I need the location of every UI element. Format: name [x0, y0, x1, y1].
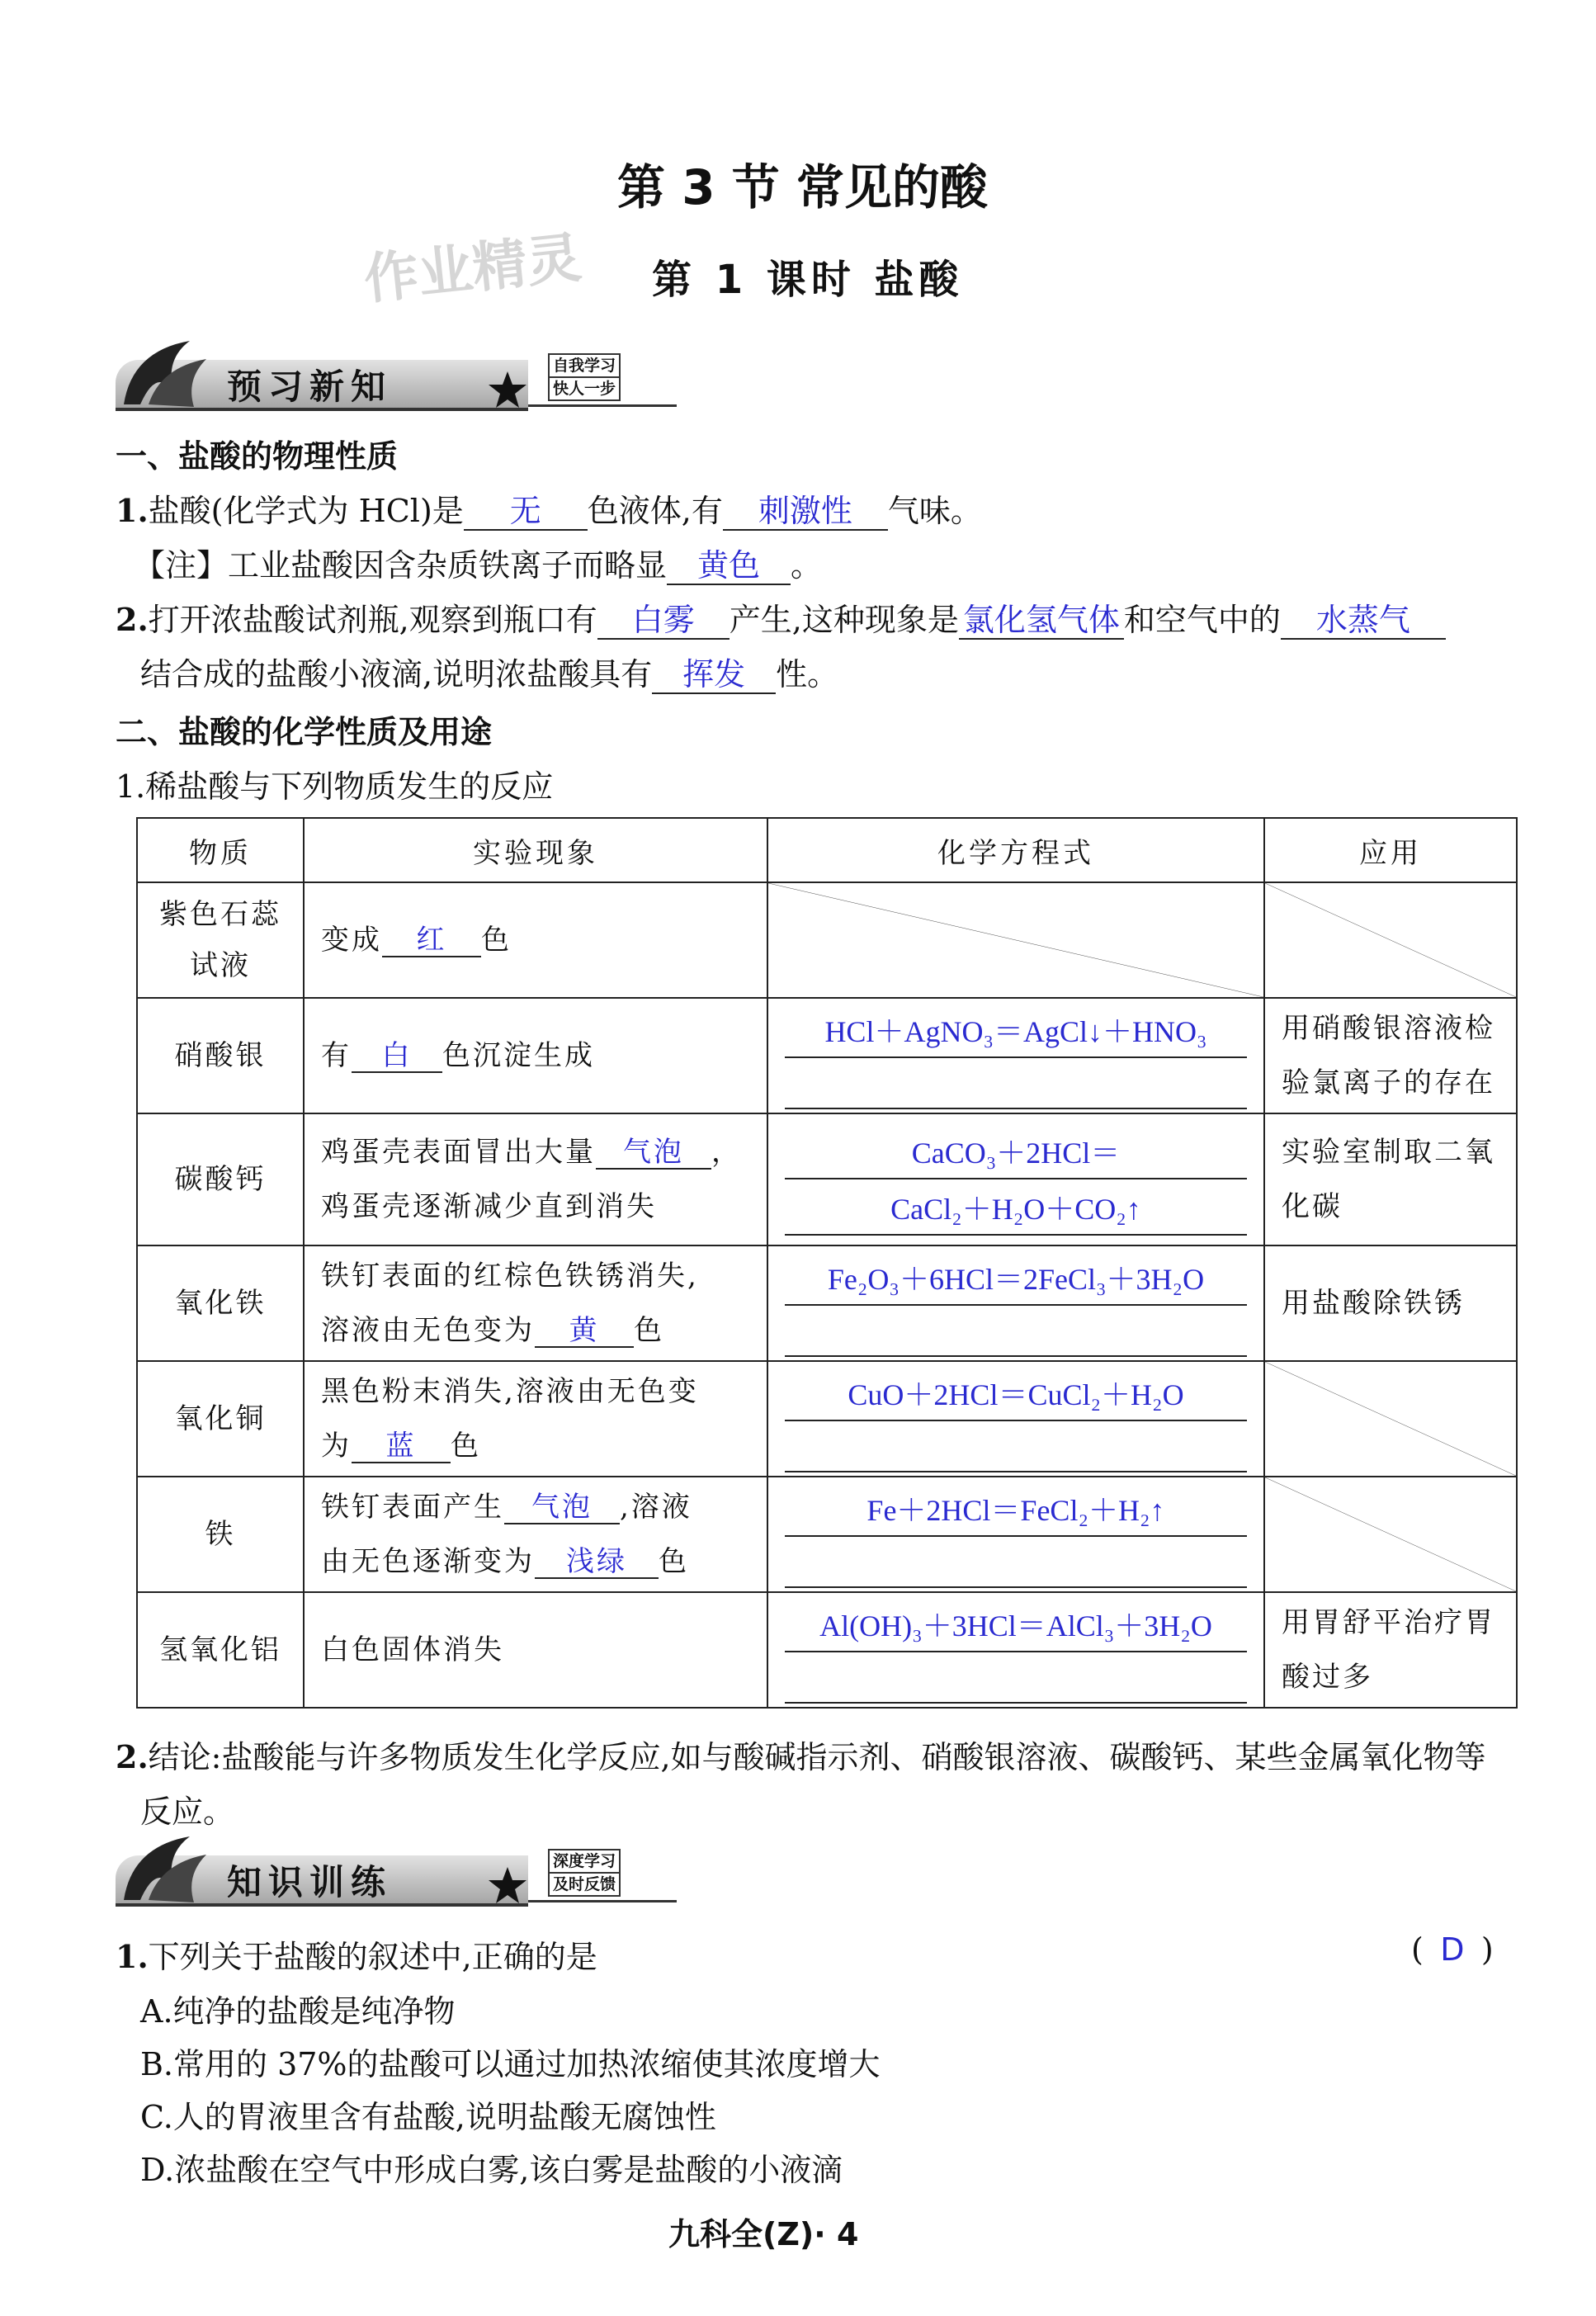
equation-line	[785, 1421, 1247, 1472]
badge-top: 自我学习	[548, 353, 621, 378]
q-number: 1.	[116, 492, 149, 529]
option-b: B.常用的 37%的盐酸可以通过加热浓缩使其浓度增大	[140, 2046, 881, 2082]
wave-icon	[116, 1830, 215, 1908]
conclusion	[116, 1732, 1486, 1777]
reaction-table	[136, 817, 1518, 1709]
page-title: 第 3 节 常见的酸	[617, 159, 988, 215]
text: 和空气中的	[1123, 602, 1281, 638]
text: 结合成的盐酸小液滴,说明浓盐酸具有	[140, 656, 653, 692]
phenomenon-cell	[304, 998, 767, 1113]
s1-q2	[116, 594, 1446, 640]
badge-bottom: 及时反馈	[548, 1872, 621, 1897]
substance-cell: 紫色石蕊试液	[137, 882, 304, 998]
text: 鸡蛋壳表面冒出大量	[321, 1136, 596, 1169]
answer-blank: 黄色	[667, 549, 791, 585]
answer-blank: 黄	[535, 1316, 634, 1348]
empty-diagonal-cell	[767, 882, 1264, 998]
table-header	[137, 818, 1517, 882]
text: 【注】工业盐酸因含杂质铁离子而略显	[134, 547, 668, 584]
badge-bottom: 快人一步	[548, 376, 621, 401]
table-row	[137, 1245, 1517, 1361]
equation-cell	[767, 1245, 1264, 1361]
equation-line	[785, 1306, 1247, 1357]
equation-cell	[767, 998, 1264, 1113]
answer-blank: 气泡	[504, 1492, 620, 1524]
text: 性。	[776, 656, 839, 692]
option-a: A.纯净的盐酸是纯净物	[140, 1993, 456, 2030]
table-row	[137, 998, 1517, 1113]
table-row	[137, 882, 1517, 998]
answer-blank: 挥发	[652, 658, 776, 694]
equation-line	[785, 1652, 1247, 1704]
table-row	[137, 1113, 1517, 1245]
text: 由无色逐渐变为	[321, 1545, 535, 1578]
banner-underline	[528, 404, 677, 407]
section2-heading: 二、盐酸的化学性质及用途	[116, 714, 493, 750]
substance-cell: 氢氧化铝	[137, 1592, 304, 1708]
equation-line	[785, 1537, 1247, 1588]
equation-line: Fe₂O₃＋6HCl＝2FeCl₃＋3H₂O	[785, 1250, 1247, 1306]
answer-blank: 刺激性	[723, 494, 888, 531]
text: 盐酸(化学式为 HCl)是	[148, 493, 464, 529]
header-cell: 应用	[1264, 818, 1517, 882]
text: 产生,这种现象是	[729, 602, 959, 638]
header-cell: 物质	[137, 818, 304, 882]
answer-blank: 白	[352, 1041, 442, 1073]
q-number: 2.	[116, 1738, 149, 1775]
equation-cell	[767, 1113, 1264, 1245]
text: 溶液由无色变为	[321, 1314, 535, 1347]
phenomenon-cell: 白色固体消失	[304, 1592, 767, 1708]
text: 有	[321, 1039, 352, 1072]
paren: (	[1411, 1931, 1424, 1968]
equation-cell	[767, 1592, 1264, 1708]
phenomenon-cell	[304, 1361, 767, 1477]
choice-answer: D	[1440, 1931, 1465, 1968]
exercise-q1	[116, 1931, 597, 1977]
badge-top: 深度学习	[548, 1849, 621, 1874]
answer-blank: 气泡	[596, 1137, 711, 1170]
section1-heading: 一、盐酸的物理性质	[116, 438, 399, 475]
text: 。	[791, 547, 823, 584]
phenomenon-cell	[304, 1477, 767, 1592]
answer-blank: 蓝	[352, 1431, 451, 1463]
substance-cell: 氧化铜	[137, 1361, 304, 1477]
header-cell: 化学方程式	[767, 818, 1264, 882]
text: 色	[659, 1545, 689, 1578]
text: 色	[634, 1314, 664, 1347]
table-row	[137, 1477, 1517, 1592]
s1-q1	[116, 485, 982, 531]
phenomenon-cell	[304, 1245, 767, 1361]
s2-q1: 1.稀盐酸与下列物质发生的反应	[116, 768, 554, 805]
text: 鸡蛋壳逐渐减少直到消失	[321, 1190, 657, 1223]
equation-line: Al(OH)₃＋3HCl＝AlCl₃＋3H₂O	[785, 1596, 1247, 1652]
substance-cell: 硝酸银	[137, 998, 304, 1113]
text: 色	[451, 1430, 481, 1463]
option-d: D.浓盐酸在空气中形成白雾,该白雾是盐酸的小液滴	[140, 2152, 843, 2188]
answer-blank: 水蒸气	[1281, 603, 1446, 640]
equation-line: Fe＋2HCl＝FeCl₂＋H₂↑	[785, 1481, 1247, 1537]
empty-diagonal-cell	[1264, 1477, 1517, 1592]
answer-blank: 红	[382, 925, 481, 957]
q-number: 1.	[116, 1938, 149, 1975]
text: 色沉淀生成	[442, 1039, 595, 1072]
s1-q2-cont	[140, 649, 838, 694]
table-row	[137, 1361, 1517, 1477]
substance-cell: 碳酸钙	[137, 1113, 304, 1245]
answer-blank: 白雾	[597, 603, 730, 640]
equation-line	[785, 1058, 1247, 1109]
wave-icon	[116, 334, 215, 413]
header-cell: 实验现象	[304, 818, 767, 882]
empty-diagonal-cell	[1264, 882, 1517, 998]
option-c: C.人的胃液里含有盐酸,说明盐酸无腐蚀性	[140, 2099, 716, 2135]
answer-parens	[1411, 1931, 1494, 1968]
text: ，	[711, 1136, 742, 1169]
application-cell: 用盐酸除铁锈	[1264, 1245, 1517, 1361]
lesson-title: 第 1 课时 盐酸	[652, 257, 964, 303]
s1-note	[134, 540, 822, 585]
star-icon	[487, 370, 528, 411]
q-number: 2.	[116, 601, 149, 638]
page-footer: 九科全(Z)· 4	[668, 2216, 859, 2252]
substance-cell: 铁	[137, 1477, 304, 1592]
equation-line: CaCO₃＋2HCl＝	[785, 1123, 1247, 1179]
empty-diagonal-cell	[1264, 1361, 1517, 1477]
text: 色	[481, 924, 512, 957]
phenomenon-cell	[304, 882, 767, 998]
application-cell: 用硝酸银溶液检验氯离子的存在	[1264, 998, 1517, 1113]
equation-cell	[767, 1477, 1264, 1592]
watermark: 作业精灵	[361, 225, 584, 312]
text: 气味。	[887, 493, 982, 529]
answer-blank: 浅绿	[535, 1547, 659, 1579]
equation-cell	[767, 1361, 1264, 1477]
application-cell: 实验室制取二氧化碳	[1264, 1113, 1517, 1245]
text: 铁钉表面的红棕色铁锈消失,	[321, 1260, 699, 1293]
banner-underline	[528, 1900, 677, 1902]
conclusion-cont: 反应。	[140, 1794, 235, 1830]
phenomenon-cell	[304, 1113, 767, 1245]
table-row	[137, 1592, 1517, 1708]
equation-line: CaCl₂＋H₂O＋CO₂↑	[785, 1179, 1247, 1236]
substance-cell: 氧化铁	[137, 1245, 304, 1361]
answer-blank: 无	[464, 494, 588, 531]
text: 为	[321, 1430, 352, 1463]
star-icon	[487, 1865, 528, 1907]
banner-label: 知识训练	[227, 1862, 393, 1902]
text: 色液体,有	[587, 493, 723, 529]
text: 黑色粉末消失,溶液由无色变	[321, 1375, 699, 1408]
question-stem: 下列关于盐酸的叙述中,正确的是	[148, 1939, 597, 1975]
text: ,溶液	[620, 1491, 692, 1524]
text: 铁钉表面产生	[321, 1491, 504, 1524]
equation-line: CuO＋2HCl＝CuCl₂＋H₂O	[785, 1365, 1247, 1421]
answer-blank: 氯化氢气体	[959, 603, 1124, 640]
application-cell: 用胃舒平治疗胃酸过多	[1264, 1592, 1517, 1708]
equation-line: HCl＋AgNO₃＝AgCl↓＋HNO₃	[785, 1002, 1247, 1058]
text: 打开浓盐酸试剂瓶,观察到瓶口有	[148, 602, 597, 638]
paren: )	[1480, 1931, 1494, 1968]
banner-label: 预习新知	[227, 366, 393, 407]
text: 结论:盐酸能与许多物质发生化学反应,如与酸碱指示剂、硝酸银溶液、碳酸钙、某些金属氧化物等	[148, 1739, 1486, 1775]
text: 变成	[321, 924, 382, 957]
